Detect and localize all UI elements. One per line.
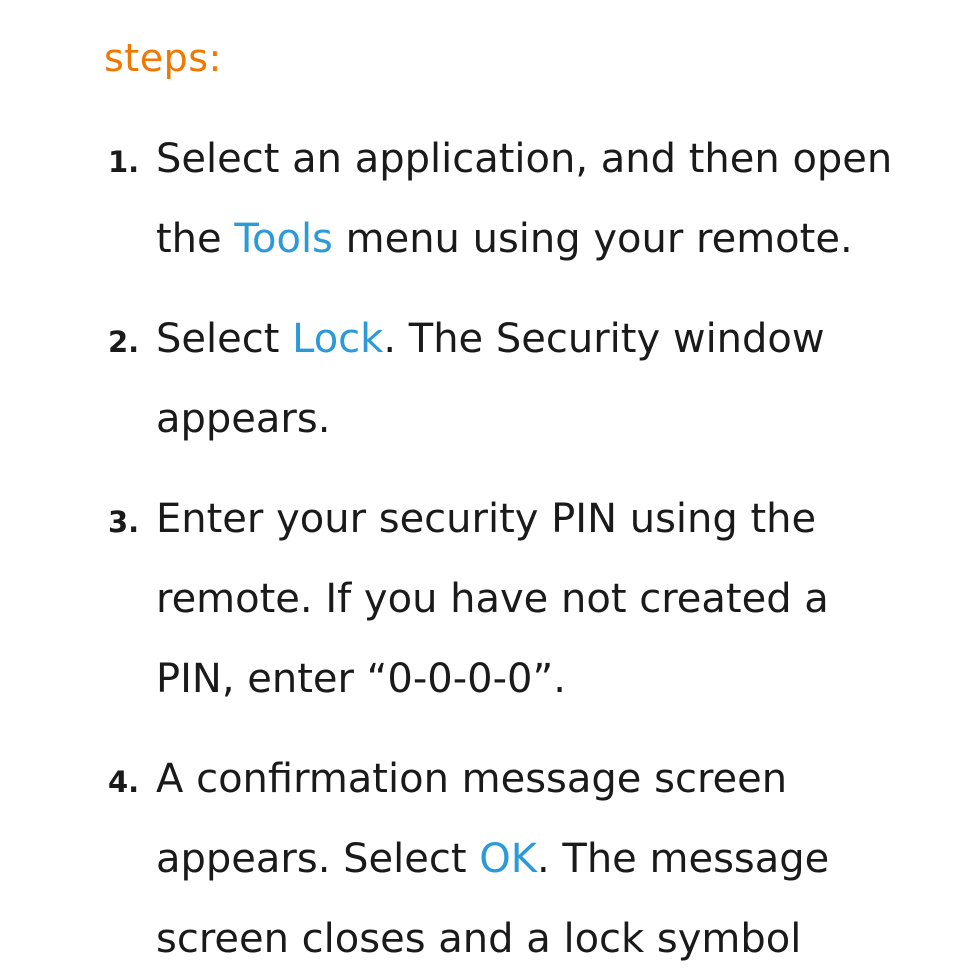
step-number: 4. bbox=[108, 765, 140, 799]
step-text: . The Security window bbox=[383, 316, 825, 362]
step-text-line bbox=[156, 214, 853, 264]
step-text: PIN, enter “0-0-0-0”. bbox=[156, 656, 566, 702]
step-text: Select bbox=[156, 316, 293, 362]
step-text-line bbox=[156, 754, 787, 804]
section-heading: steps: bbox=[104, 36, 222, 80]
step-text-line bbox=[156, 574, 829, 624]
tools-menu-label: Tools bbox=[234, 216, 333, 262]
step-text-line bbox=[156, 314, 825, 364]
step-text-line bbox=[156, 394, 330, 444]
step-text: Enter your security PIN using the bbox=[156, 496, 817, 542]
lock-option-label: Lock bbox=[292, 316, 384, 362]
step-text: appears. Select bbox=[156, 836, 480, 882]
step-text: appears. bbox=[156, 396, 331, 442]
step-text: the bbox=[156, 216, 235, 262]
step-text-line bbox=[156, 654, 566, 704]
step-text-line bbox=[156, 914, 801, 964]
step-number: 2. bbox=[108, 325, 140, 359]
step-text: screen closes and a lock symbol bbox=[156, 916, 802, 962]
step-text-line bbox=[156, 134, 892, 184]
step-text-line bbox=[156, 834, 829, 884]
step-text: . The message bbox=[536, 836, 830, 882]
step-text: Select an application, and then open bbox=[156, 136, 893, 182]
ok-button-label: OK bbox=[479, 836, 537, 882]
step-text-line bbox=[156, 494, 816, 544]
step-text: A confirmation message screen bbox=[156, 756, 788, 802]
step-number: 1. bbox=[108, 145, 140, 179]
step-text: remote. If you have not created a bbox=[156, 576, 829, 622]
step-text: menu using your remote. bbox=[332, 216, 853, 262]
step-number: 3. bbox=[108, 505, 140, 539]
